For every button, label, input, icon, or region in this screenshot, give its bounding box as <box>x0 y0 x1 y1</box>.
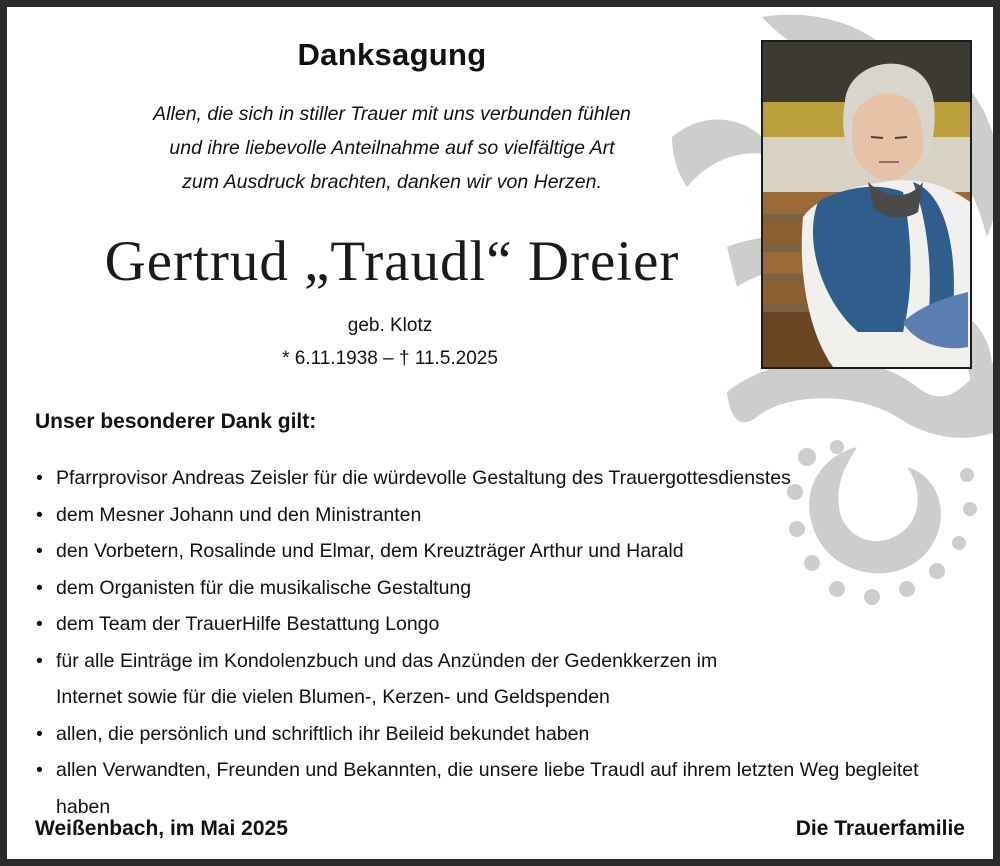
maiden-name: geb. Klotz <box>347 315 433 336</box>
signature: Die Trauerfamilie <box>795 817 965 840</box>
life-dates: * 6.11.1938 – † 11.5.2025 <box>282 348 498 369</box>
list-item: • allen, die persönlich und schriftlich ihr Beileid bekundet haben <box>29 716 969 753</box>
deceased-name: Gertrud „Traudl“ Dreier <box>104 230 680 293</box>
place-date: Weißenbach, im Mai 2025 <box>35 817 288 840</box>
list-item: • den Vorbetern, Rosalinde und Elmar, dem Kreuzträger Arthur und Harald <box>29 533 969 570</box>
list-item: • dem Mesner Johann und den Ministranten <box>29 497 969 534</box>
intro-line: zum Ausdruck brachten, danken wir von Herzen. <box>182 171 602 193</box>
list-item: • dem Team der TrauerHilfe Bestattung Longo <box>29 606 969 643</box>
thanks-list <box>29 460 969 825</box>
list-item: • für alle Einträge im Kondolenzbuch und das Anzünden der Gedenkkerzen im Internet sowie für die vielen Blumen-, Kerzen- und Geldspenden <box>29 643 776 716</box>
list-item: • allen Verwandten, Freunden und Bekannten, die unsere liebe Traudl auf ihrem letzten Weg begleitet haben <box>29 752 969 825</box>
intro-line: und ihre liebevolle Anteilnahme auf so vielfältige Art <box>169 137 615 159</box>
thanks-heading: Unser besonderer Dank gilt: <box>35 410 317 433</box>
intro-line: Allen, die sich in stiller Trauer mit uns verbunden fühlen <box>153 103 631 125</box>
portrait-photo <box>761 40 972 369</box>
intro-text <box>127 97 657 199</box>
portrait-image <box>763 42 970 367</box>
page-title: Danksagung <box>297 37 487 72</box>
list-item: • dem Organisten für die musikalische Gestaltung <box>29 570 969 607</box>
list-item: • Pfarrprovisor Andreas Zeisler für die würdevolle Gestaltung des Trauergottesdienstes <box>29 460 969 497</box>
